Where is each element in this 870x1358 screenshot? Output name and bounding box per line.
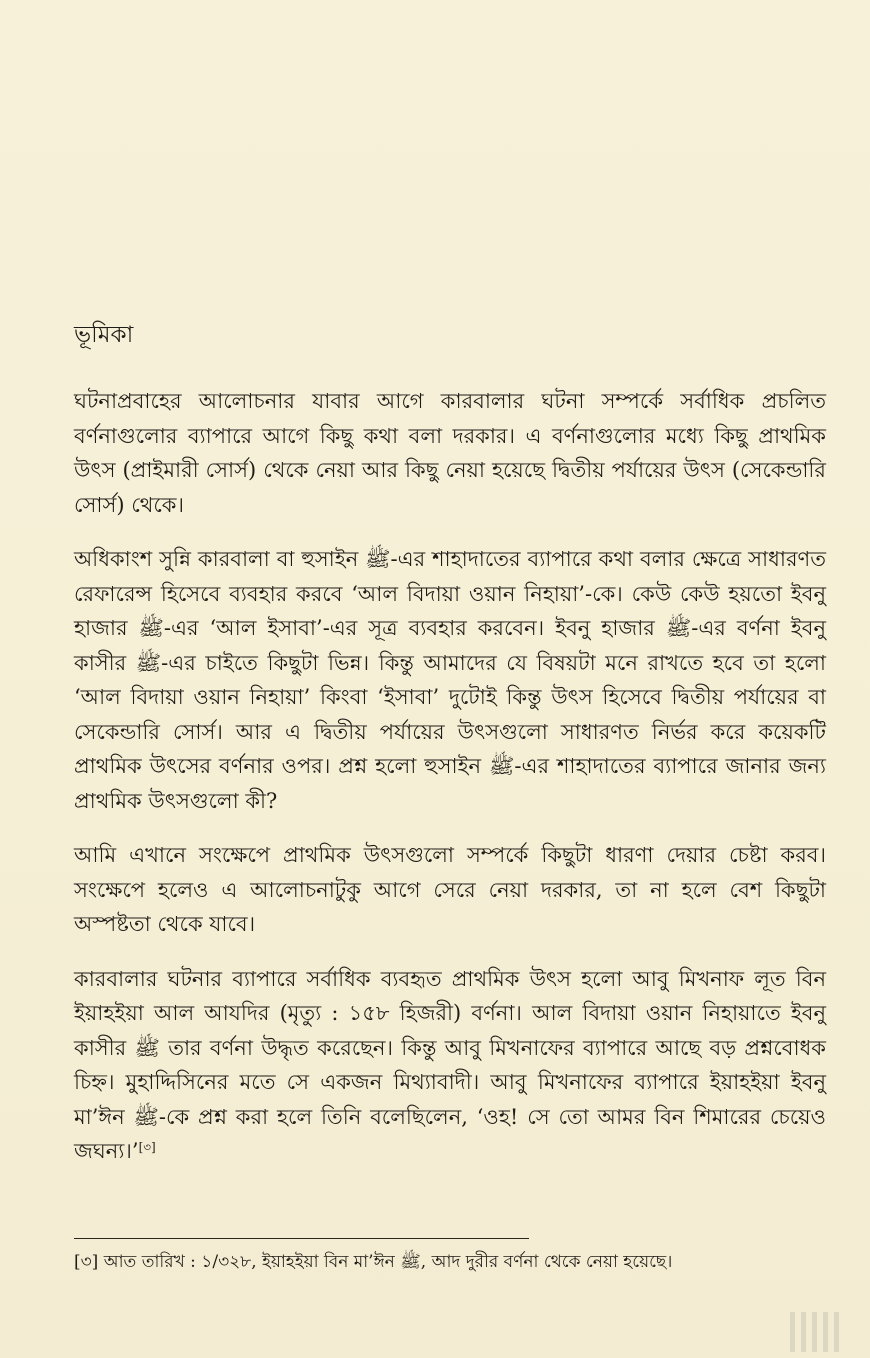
watermark-bar <box>801 1312 806 1352</box>
footnote-reference: [৩] <box>138 1140 156 1154</box>
paragraph-1: ঘটনাপ্রবাহের আলোচনার যাবার আগে কারবালার ঘটনা সম্পর্কে সর্বাধিক প্রচলিত বর্ণনাগুলোর ব্যাপারে আগে কিছু কথা বলা দরকার। এ বর্ণনাগুলোর মধ্যে কিছু প্রাথমিক উৎস (প্রাইমারী সোর্স) থেকে নেয়া আর কিছু নেয়া হয়েছে দ্বিতীয় পর্যায়ের উৎস (সেকেন্ডারি সোর্স) থেকে। <box>74 389 826 517</box>
watermark-bar <box>812 1312 817 1352</box>
watermark-bar <box>834 1312 839 1352</box>
section-heading: ভূমিকা <box>74 322 134 348</box>
paragraph-4-text: কারবালার ঘটনার ব্যাপারে সর্বাধিক ব্যবহৃত প্রাথমিক উৎস হলো আবু মিখনাফ লূত বিন ইয়াহইয়া আল আযদির (মৃত্যু : ১৫৮ হিজরী) বর্ণনা। আল বিদায়া ওয়ান নিহায়াতে ইবনু কাসীর ﷺ তার বর্ণনা উদ্ধৃত করেছেন। কিন্তু আবু মিখনাফের ব্যাপারে আছে বড় প্রশ্নবোধক চিহ্ন। মুহাদ্দিসিনের মতে সে একজন মিথ্যাবাদী। আবু মিখনাফের ব্যাপারে ইয়াহইয়া ইবনু মা’ঈন ﷺ-কে প্রশ্ন করা হলে তিনি বলেছিলেন, ‘ওহ! সে তো আমর বিন শিমারের চেয়েও জঘন্য।’ <box>74 966 826 1163</box>
page-body <box>74 318 826 1189</box>
paragraph-4 <box>74 962 826 1169</box>
scan-watermark <box>790 1312 860 1352</box>
footnote: [৩] আত তারিখ : ১/৩২৮, ইয়াহইয়া বিন মা’ঈন ﷺ, আদ দুরীর বর্ণনা থেকে নেয়া হয়েছে। <box>74 1252 673 1272</box>
watermark-bar <box>823 1312 828 1352</box>
paragraph-3: আমি এখানে সংক্ষেপে প্রাথমিক উৎসগুলো সম্পর্কে কিছুটা ধারণা দেয়ার চেষ্টা করব। সংক্ষেপে হলেও এ আলোচনাটুকু আগে সেরে নেয়া দরকার, তা না হলে বেশ কিছুটা অস্পষ্টতা থেকে যাবে। <box>74 843 826 936</box>
watermark-bar <box>790 1312 795 1352</box>
paragraph-2: অধিকাংশ সুন্নি কারবালা বা হুসাইন ﷺ-এর শাহাদাতের ব্যাপারে কথা বলার ক্ষেত্রে সাধারণত রেফারেন্স হিসেবে ব্যবহার করবে ‘আল বিদায়া ওয়ান নিহায়া’-কে। কেউ কেউ হয়তো ইবনু হাজার ﷺ-এর ‘আল ইসাবা’-এর সূত্র ব্যবহার করবেন। ইবনু হাজার ﷺ-এর বর্ণনা ইবনু কাসীর ﷺ-এর চাইতে কিছুটা ভিন্ন। কিন্তু আমাদের যে বিষয়টা মনে রাখতে হবে তা হলো ‘আল বিদায়া ওয়ান নিহায়া’ কিংবা ‘ইসাবা’ দুটোই কিন্তু উৎস হিসেবে দ্বিতীয় পর্যায়ের বা সেকেন্ডারি সোর্স। আর এ দ্বিতীয় পর্যায়ের উৎসগুলো সাধারণত নির্ভর করে কয়েকটি প্রাথমিক উৎসের বর্ণনার ওপর। প্রশ্ন হলো হুসাইন ﷺ-এর শাহাদাতের ব্যাপারে জানার জন্য প্রাথমিক উৎসগুলো কী? <box>74 547 827 813</box>
footnote-divider <box>74 1238 529 1239</box>
